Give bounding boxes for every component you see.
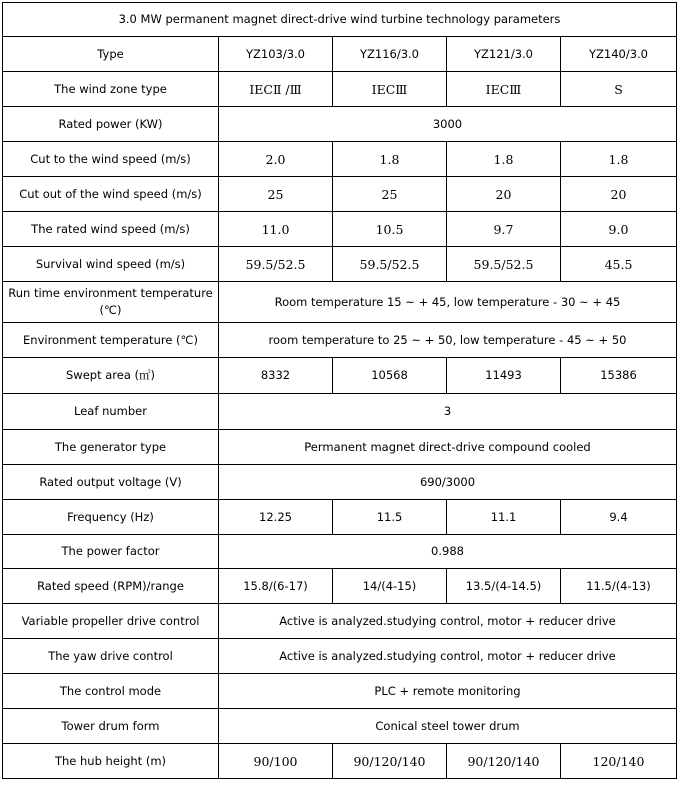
row-value: Conical steel tower drum bbox=[219, 709, 677, 744]
row-value: 3000 bbox=[219, 107, 677, 142]
row-label: The generator type bbox=[3, 430, 219, 465]
title-row bbox=[3, 3, 677, 37]
model-header: YZ140/3.0 bbox=[561, 37, 677, 72]
table-row bbox=[3, 604, 677, 639]
row-label: The hub height (m) bbox=[3, 744, 219, 779]
table-row bbox=[3, 500, 677, 535]
row-label: Leaf number bbox=[3, 394, 219, 430]
row-value: Active is analyzed.studying control, motor + reducer drive bbox=[219, 604, 677, 639]
row-value: 0.988 bbox=[219, 535, 677, 569]
row-value: 20 bbox=[561, 177, 677, 212]
row-value: 11.5/(4-13) bbox=[561, 569, 677, 604]
row-value: 59.5/52.5 bbox=[219, 247, 333, 282]
row-value: 25 bbox=[333, 177, 447, 212]
row-value: 90/120/140 bbox=[333, 744, 447, 779]
row-label: Survival wind speed (m/s) bbox=[3, 247, 219, 282]
row-value: IECⅢ bbox=[333, 72, 447, 107]
row-value: 14/(4-15) bbox=[333, 569, 447, 604]
row-label: Rated speed (RPM)/range bbox=[3, 569, 219, 604]
row-label: Environment temperature (℃) bbox=[3, 323, 219, 358]
table-row bbox=[3, 358, 677, 394]
row-value: 120/140 bbox=[561, 744, 677, 779]
row-label: Frequency (Hz) bbox=[3, 500, 219, 535]
row-value: 59.5/52.5 bbox=[333, 247, 447, 282]
row-value: S bbox=[561, 72, 677, 107]
row-label: The rated wind speed (m/s) bbox=[3, 212, 219, 247]
table-row bbox=[3, 177, 677, 212]
row-label: The wind zone type bbox=[3, 72, 219, 107]
table-row bbox=[3, 107, 677, 142]
table-row bbox=[3, 430, 677, 465]
table-row bbox=[3, 212, 677, 247]
table-row bbox=[3, 394, 677, 430]
row-label: Cut out of the wind speed (m/s) bbox=[3, 177, 219, 212]
row-value: 10568 bbox=[333, 358, 447, 394]
row-label: The control mode bbox=[3, 674, 219, 709]
table-row bbox=[3, 72, 677, 107]
row-label: Cut to the wind speed (m/s) bbox=[3, 142, 219, 177]
row-value: 90/100 bbox=[219, 744, 333, 779]
row-value: 9.7 bbox=[447, 212, 561, 247]
row-value: IECⅡ /Ⅲ bbox=[219, 72, 333, 107]
row-value: IECⅢ bbox=[447, 72, 561, 107]
row-label: The yaw drive control bbox=[3, 639, 219, 674]
row-value: 11.1 bbox=[447, 500, 561, 535]
row-value: 25 bbox=[219, 177, 333, 212]
parameters-table bbox=[2, 2, 677, 779]
row-value: 59.5/52.5 bbox=[447, 247, 561, 282]
row-label: Swept area (㎡) bbox=[3, 358, 219, 394]
row-value: 20 bbox=[447, 177, 561, 212]
model-header: YZ116/3.0 bbox=[333, 37, 447, 72]
row-label: The power factor bbox=[3, 535, 219, 569]
row-value: 11493 bbox=[447, 358, 561, 394]
row-value: 690/3000 bbox=[219, 465, 677, 500]
row-value: 3 bbox=[219, 394, 677, 430]
model-header: YZ121/3.0 bbox=[447, 37, 561, 72]
row-value: 1.8 bbox=[561, 142, 677, 177]
row-label: Run time environment temperature (℃) bbox=[3, 282, 219, 323]
table-row bbox=[3, 282, 677, 323]
row-value: 9.0 bbox=[561, 212, 677, 247]
table-row bbox=[3, 639, 677, 674]
row-value: room temperature to 25 ~ + 50, low temperature - 45 ~ + 50 bbox=[219, 323, 677, 358]
header-label: Type bbox=[3, 37, 219, 72]
row-value: 2.0 bbox=[219, 142, 333, 177]
row-label: Variable propeller drive control bbox=[3, 604, 219, 639]
row-value: 11.5 bbox=[333, 500, 447, 535]
row-value: 8332 bbox=[219, 358, 333, 394]
table-row bbox=[3, 744, 677, 779]
row-value: 45.5 bbox=[561, 247, 677, 282]
row-value: Active is analyzed.studying control, motor + reducer drive bbox=[219, 639, 677, 674]
row-value: 11.0 bbox=[219, 212, 333, 247]
table-row bbox=[3, 674, 677, 709]
row-value: 13.5/(4-14.5) bbox=[447, 569, 561, 604]
row-value: 15.8/(6-17) bbox=[219, 569, 333, 604]
table-row bbox=[3, 709, 677, 744]
table-row bbox=[3, 569, 677, 604]
row-value: Room temperature 15 ~ + 45, low temperature - 30 ~ + 45 bbox=[219, 282, 677, 323]
row-label: Rated output voltage (V) bbox=[3, 465, 219, 500]
header-row bbox=[3, 37, 677, 72]
table-row bbox=[3, 323, 677, 358]
row-value: 10.5 bbox=[333, 212, 447, 247]
row-value: PLC + remote monitoring bbox=[219, 674, 677, 709]
row-value: Permanent magnet direct-drive compound cooled bbox=[219, 430, 677, 465]
row-value: 1.8 bbox=[333, 142, 447, 177]
table-row bbox=[3, 535, 677, 569]
row-value: 1.8 bbox=[447, 142, 561, 177]
row-value: 90/120/140 bbox=[447, 744, 561, 779]
row-value: 9.4 bbox=[561, 500, 677, 535]
table-row bbox=[3, 465, 677, 500]
table-row bbox=[3, 142, 677, 177]
row-value: 15386 bbox=[561, 358, 677, 394]
table-row bbox=[3, 247, 677, 282]
model-header: YZ103/3.0 bbox=[219, 37, 333, 72]
row-label: Rated power (KW) bbox=[3, 107, 219, 142]
row-value: 12.25 bbox=[219, 500, 333, 535]
row-label: Tower drum form bbox=[3, 709, 219, 744]
table-title: 3.0 MW permanent magnet direct-drive wind turbine technology parameters bbox=[3, 3, 677, 37]
